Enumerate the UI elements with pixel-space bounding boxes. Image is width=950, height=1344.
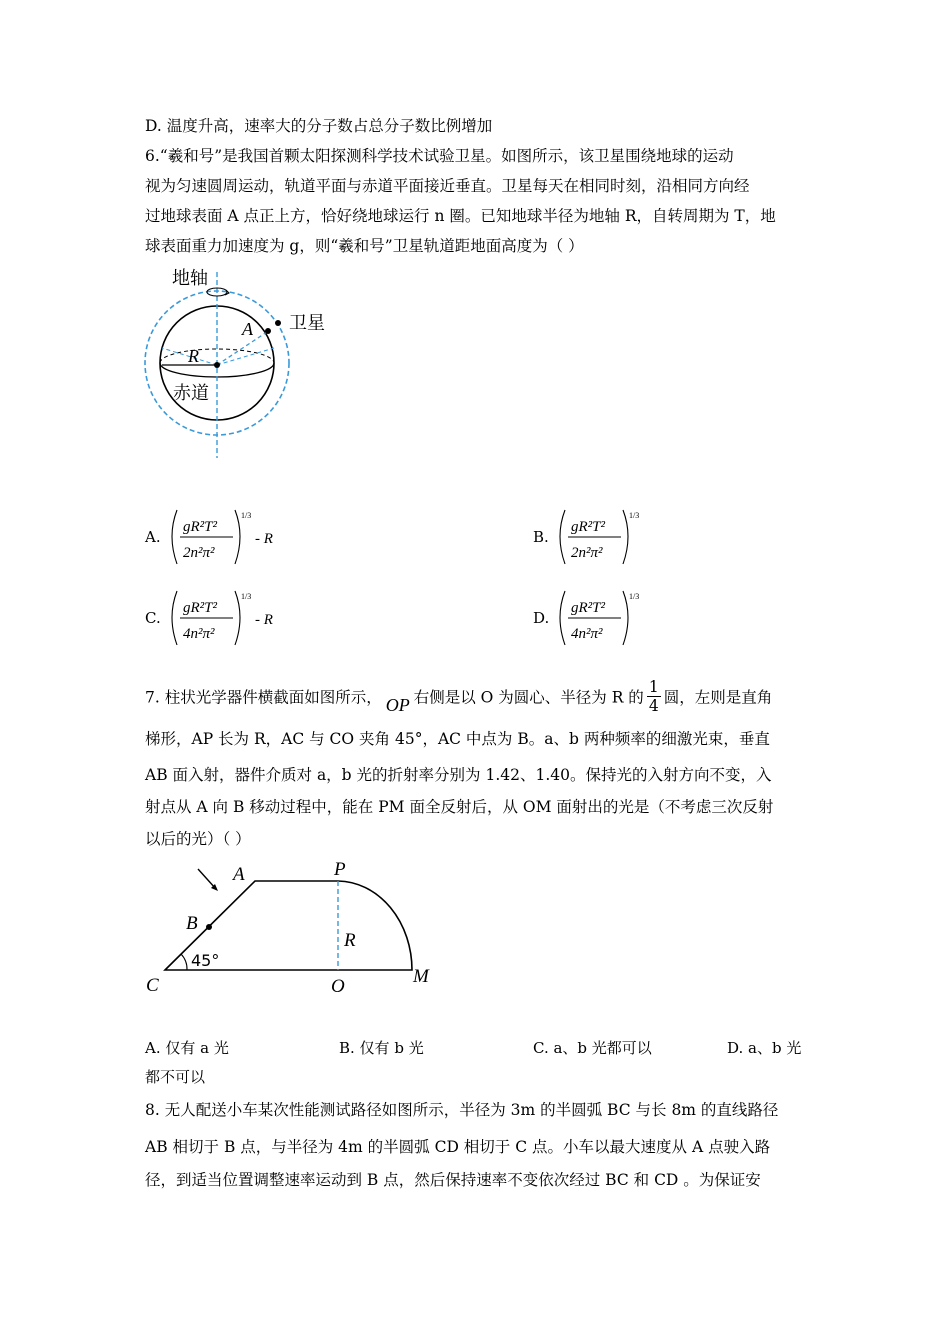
q6-line-4: 球表面重力加速度为 g，则“羲和号”卫星轨道距地面高度为（ ） bbox=[145, 237, 584, 255]
q7-option-d-cont: 都不可以 bbox=[145, 1068, 206, 1086]
q6-line-1: 6.“羲和号”是我国首颗太阳探测科学技术试验卫星。如图所示，该卫星围绕地球的运动 bbox=[145, 147, 734, 165]
q8-line-3: 径，到适当位置调整速率运动到 B 点，然后保持速率不变依次经过 BC 和 CD 。为保证安 bbox=[145, 1171, 761, 1189]
q6-option-d-letter: D. bbox=[533, 609, 550, 627]
q7-frac-den: 4 bbox=[648, 697, 659, 715]
q7-op: OP bbox=[385, 694, 410, 715]
q7-option-d: D. a、b 光 bbox=[727, 1039, 802, 1057]
q7-line-1b: 右侧是以 O 为圆心、半径为 R 的 bbox=[413, 688, 644, 707]
q8-line-1: 8. 无人配送小车某次性能测试路径如图所示，半径为 3m 的半圆弧 BC 与长 8m 的直线路径 bbox=[145, 1101, 779, 1119]
label-a: A bbox=[242, 319, 253, 339]
q6-option-d-formula bbox=[553, 587, 703, 649]
den: 2n²π² bbox=[571, 545, 603, 561]
q7-option-a: A. 仅有 a 光 bbox=[145, 1039, 229, 1057]
q6-option-a-letter: A. bbox=[145, 528, 161, 546]
label-a: A bbox=[233, 864, 245, 885]
q6-option-b-letter: B. bbox=[533, 528, 549, 546]
num: gR²T² bbox=[183, 519, 217, 535]
q7-line-1c: 圆，左则是直角 bbox=[663, 688, 773, 707]
exp: 1/3 bbox=[629, 511, 640, 520]
q7-line-2: 梯形，AP 长为 R，AC 与 CO 夹角 45°，AC 中点为 B。a、b 两种频率的细激光束，垂直 bbox=[145, 730, 770, 748]
q7-option-c: C. a、b 光都可以 bbox=[533, 1039, 652, 1057]
q6-earth-figure bbox=[140, 262, 325, 462]
q7-quarter-frac bbox=[647, 678, 661, 715]
den: 4n²π² bbox=[571, 626, 603, 642]
tail: - R bbox=[255, 612, 273, 628]
q7-optics-figure bbox=[140, 855, 440, 1000]
q8-line-2: AB 相切于 B 点，与半径为 4m 的半圆弧 CD 相切于 C 点。小车以最大速度从 A 点驶入路 bbox=[145, 1138, 771, 1156]
q6-option-c-formula bbox=[165, 587, 315, 649]
num: gR²T² bbox=[183, 600, 217, 616]
exp: 1/3 bbox=[241, 511, 252, 520]
label-axis: 地轴 bbox=[172, 268, 208, 289]
label-r: R bbox=[344, 930, 356, 951]
num: gR²T² bbox=[571, 600, 605, 616]
num: gR²T² bbox=[571, 519, 605, 535]
q7-line-1 bbox=[145, 680, 772, 717]
point-a bbox=[265, 328, 271, 334]
q6-option-c-letter: C. bbox=[145, 609, 161, 627]
q6-line-2: 视为匀速圆周运动，轨道平面与赤道平面接近垂直。卫星每天在相同时刻，沿相同方向经 bbox=[145, 177, 750, 195]
label-c: C bbox=[146, 975, 159, 996]
center-point bbox=[214, 362, 220, 368]
den: 4n²π² bbox=[183, 626, 215, 642]
q6-line-3: 过地球表面 A 点正上方，恰好绕地球运行 n 圈。已知地球半径为地轴 R，自转周期为 T，地 bbox=[145, 207, 776, 225]
label-angle: 45° bbox=[191, 951, 220, 970]
q5-option-d: D. 温度升高，速率大的分子数占总分子数比例增加 bbox=[145, 117, 493, 135]
label-equator: 赤道 bbox=[173, 383, 209, 404]
label-satellite: 卫星 bbox=[289, 313, 325, 334]
q6-option-a-formula bbox=[165, 506, 315, 568]
q7-line-1a: 7. 柱状光学器件横截面如图所示， bbox=[145, 688, 382, 707]
label-r: R bbox=[188, 346, 199, 366]
label-b: B bbox=[186, 913, 198, 934]
tail: - R bbox=[255, 531, 273, 547]
q7-option-b: B. 仅有 b 光 bbox=[339, 1039, 424, 1057]
satellite-point bbox=[275, 320, 281, 326]
q7-line-3: AB 面入射，器件介质对 a，b 光的折射率分别为 1.42、1.40。保持光的入射方向不变，入 bbox=[145, 766, 772, 784]
den: 2n²π² bbox=[183, 545, 215, 561]
q6-option-b-formula bbox=[553, 506, 703, 568]
label-p: P bbox=[334, 859, 346, 880]
exp: 1/3 bbox=[241, 592, 252, 601]
label-m: M bbox=[413, 966, 429, 987]
q7-frac-num: 1 bbox=[648, 678, 659, 696]
angle-arc bbox=[181, 954, 187, 970]
point-b bbox=[206, 924, 212, 930]
exp: 1/3 bbox=[629, 592, 640, 601]
label-o: O bbox=[331, 976, 345, 997]
q7-line-4: 射点从 A 向 B 移动过程中，能在 PM 面全反射后，从 OM 面射出的光是（不考虑三次反射 bbox=[145, 798, 774, 816]
q7-line-5: 以后的光）（ ） bbox=[145, 830, 251, 848]
